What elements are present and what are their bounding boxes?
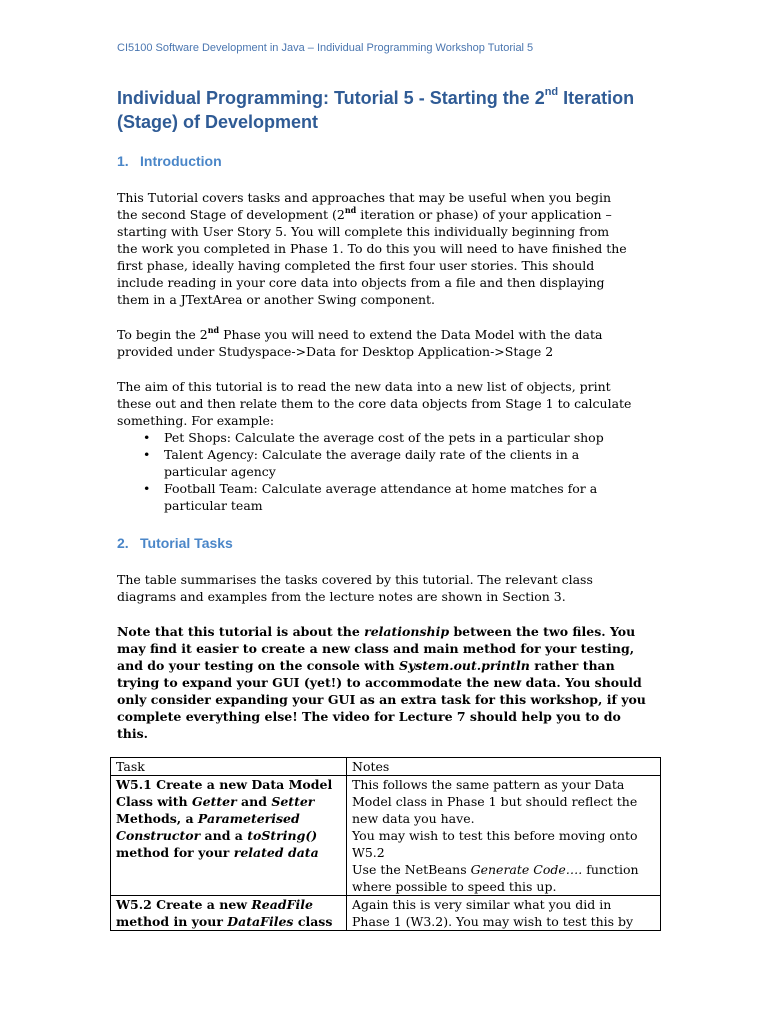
italic-text: ReadFile — [251, 897, 313, 912]
text-span: Use the NetBeans — [352, 862, 471, 877]
section-number: 1. — [117, 153, 129, 169]
text-line — [116, 913, 341, 930]
intro-paragraph — [117, 189, 657, 308]
text-line: diagrams and examples from the lecture notes are shown in Section 3. — [117, 589, 566, 604]
list-item — [117, 480, 657, 514]
text-span: and — [236, 794, 272, 809]
text-line: first phase, ideally having completed the first four user stories. This should — [117, 258, 595, 273]
table-cell-notes — [347, 896, 661, 931]
table-row — [111, 776, 661, 896]
italic-text: Generate Code…. — [470, 862, 583, 877]
table-header-row — [111, 758, 661, 776]
text-line — [117, 657, 657, 674]
text-line: This follows the same pattern as your Data — [352, 777, 625, 792]
text-line: these out and then relate them to the core data objects from Stage 1 to calculate — [117, 396, 632, 411]
document-title — [117, 86, 717, 134]
text-span: W5.2 Create a new — [116, 897, 252, 912]
text-line: W5.2 — [352, 845, 385, 860]
text-line: where possible to speed this up. — [352, 879, 557, 894]
text-span: iteration or phase) of your application – — [356, 207, 612, 222]
table-header-cell: Notes — [347, 758, 661, 776]
table-cell-task — [111, 896, 347, 931]
text-line: provided under Studyspace->Data for Desktop Application->Stage 2 — [117, 344, 554, 359]
list-item-text: particular team — [164, 498, 263, 513]
note-paragraph — [117, 623, 657, 742]
aim-paragraph — [117, 378, 657, 429]
text-span: Note that this tutorial is about the — [117, 624, 365, 639]
text-span: Methods, a — [116, 811, 198, 826]
title-line2: (Stage) of Development — [117, 112, 319, 132]
table-cell-notes — [347, 776, 661, 896]
list-item-text: particular agency — [164, 464, 276, 479]
title-part2: Iteration — [558, 88, 635, 108]
italic-text: System.out.println — [398, 658, 530, 673]
list-item-text: Pet Shops: Calculate the average cost of the pets in a particular shop — [164, 430, 604, 445]
italic-text: Getter — [191, 794, 237, 809]
superscript: nd — [207, 324, 220, 335]
text-span: function — [582, 862, 639, 877]
italic-text: Setter — [271, 794, 315, 809]
text-line: only consider expanding your GUI as an extra task for this workshop, if you — [117, 692, 646, 707]
text-line — [116, 896, 341, 913]
text-line — [116, 844, 341, 861]
text-line: new data you have. — [352, 811, 475, 826]
italic-text: DataFiles — [227, 914, 294, 929]
table-intro-paragraph — [117, 571, 657, 605]
text-line — [117, 623, 657, 640]
example-list — [117, 429, 657, 514]
text-span: method for your — [116, 845, 234, 860]
italic-text: Constructor — [116, 828, 201, 843]
section-number: 2. — [117, 535, 129, 551]
section-heading-tutorial-tasks — [117, 535, 233, 551]
italic-text: toString() — [247, 828, 318, 843]
text-line — [116, 810, 341, 827]
superscript: nd — [344, 204, 357, 215]
text-line: The aim of this tutorial is to read the new data into a new list of objects, print — [117, 379, 611, 394]
text-line: trying to expand your GUI (yet!) to accommodate the new data. You should — [117, 675, 642, 690]
text-line: starting with User Story 5. You will complete this individually beginning from — [117, 224, 610, 239]
text-line: You may wish to test this before moving onto — [352, 828, 638, 843]
list-item — [117, 446, 657, 480]
text-span: the second Stage of development (2 — [117, 207, 345, 222]
section-heading-introduction — [117, 153, 222, 169]
list-item-text: Football Team: Calculate average attendance at home matches for a — [164, 481, 598, 496]
section-title: Tutorial Tasks — [140, 535, 233, 551]
text-span: between the two files. You — [449, 624, 636, 639]
table-header-cell: Task — [111, 758, 347, 776]
text-span: and a — [200, 828, 248, 843]
italic-text: relationship — [364, 624, 450, 639]
text-line: Again this is very similar what you did in — [352, 897, 612, 912]
begin-paragraph — [117, 326, 657, 360]
bullet-icon: • — [143, 447, 151, 462]
text-line: W5.1 Create a new Data Model — [116, 777, 333, 792]
text-line — [117, 326, 657, 343]
text-line: the work you completed in Phase 1. To do this you will need to have finished the — [117, 241, 627, 256]
text-span: Phase you will need to extend the Data Model with the data — [219, 327, 603, 342]
title-superscript: nd — [544, 86, 559, 98]
italic-text: Parameterised — [197, 811, 300, 826]
text-line: complete everything else! The video for Lecture 7 should help you to do — [117, 709, 621, 724]
text-line — [116, 793, 341, 810]
text-span: Class with — [116, 794, 192, 809]
text-span: method in your — [116, 914, 228, 929]
text-line: include reading in your core data into objects from a file and then displaying — [117, 275, 605, 290]
text-span: class — [293, 914, 333, 929]
text-line: Phase 1 (W3.2). You may wish to test this by — [352, 914, 634, 929]
text-line — [116, 827, 341, 844]
text-line: may find it easier to create a new class and main method for your testing, — [117, 641, 635, 656]
list-item — [117, 429, 657, 446]
text-span: To begin the 2 — [117, 327, 208, 342]
italic-text: related data — [233, 845, 319, 860]
text-line: The table summarises the tasks covered by this tutorial. The relevant class — [117, 572, 593, 587]
text-span: and do your testing on the console with — [117, 658, 399, 673]
bullet-icon: • — [143, 430, 151, 445]
running-header: CI5100 Software Development in Java – Individual Programming Workshop Tutorial 5 — [117, 42, 534, 54]
text-line: something. For example: — [117, 413, 275, 428]
text-line: Model class in Phase 1 but should reflect the — [352, 794, 638, 809]
table-cell-task — [111, 776, 347, 896]
table-row — [111, 896, 661, 931]
text-line — [117, 206, 657, 223]
text-span: rather than — [529, 658, 615, 673]
title-part1: Individual Programming: Tutorial 5 - Starting the 2 — [117, 88, 545, 108]
section-title: Introduction — [140, 153, 222, 169]
text-line: this. — [117, 726, 148, 741]
bullet-icon: • — [143, 481, 151, 496]
text-line — [352, 861, 655, 878]
text-line: This Tutorial covers tasks and approaches that may be useful when you begin — [117, 190, 612, 205]
tasks-table — [110, 757, 661, 931]
list-item-text: Talent Agency: Calculate the average daily rate of the clients in a — [164, 447, 580, 462]
text-line: them in a JTextArea or another Swing component. — [117, 292, 436, 307]
